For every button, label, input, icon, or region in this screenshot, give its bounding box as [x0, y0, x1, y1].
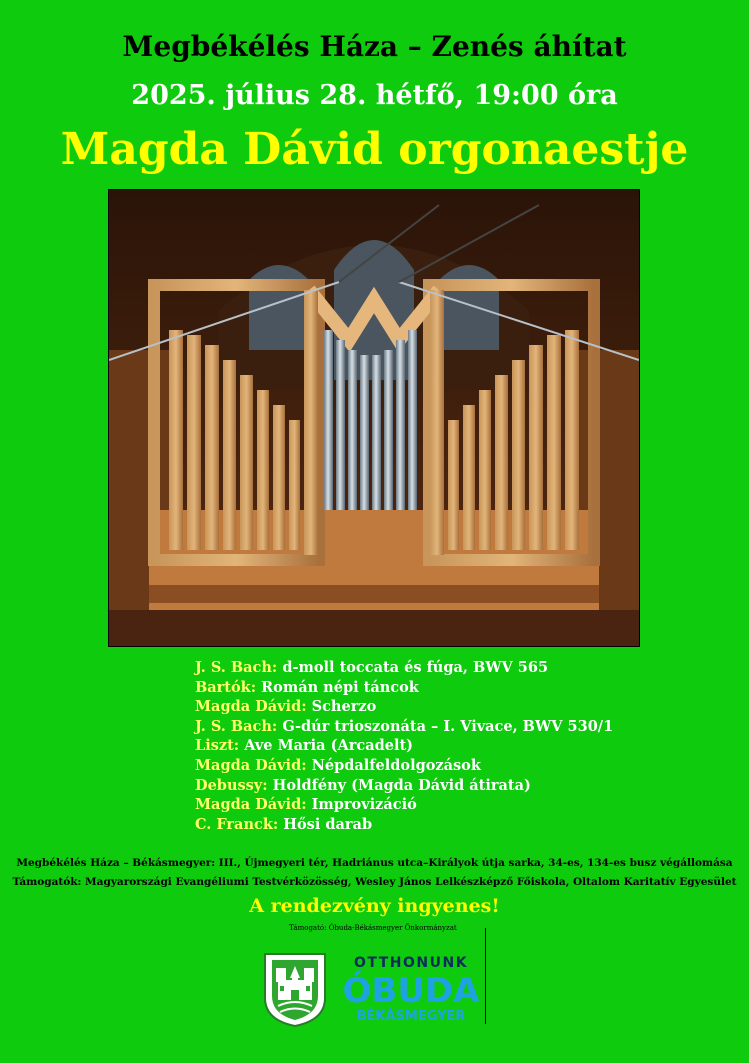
work-title: Scherzo [311, 698, 377, 716]
work-title: d-moll toccata és fúga, BWV 565 [282, 659, 549, 676]
program-item [195, 658, 613, 678]
program-item [195, 795, 613, 815]
composer: C. Franck: [195, 815, 279, 833]
organ-photo [108, 189, 640, 647]
program-item [195, 717, 613, 737]
program-list [195, 658, 613, 834]
composer: Bartók: [195, 678, 257, 696]
composer: Liszt: [195, 737, 240, 755]
work-title: Improvizáció [311, 796, 417, 814]
composer: Magda Dávid: [195, 796, 307, 814]
composer: J. S. Bach: [195, 717, 278, 735]
program-item [195, 815, 613, 835]
event-series-title: Megbékélés Háza – Zenés áhítat [122, 30, 627, 63]
work-title: Holdfény (Magda Dávid átirata) [272, 776, 531, 794]
logo-divider [485, 928, 486, 1024]
sponsors-line: Támogatók: Magyarországi Evangéliumi Testvérközösség, Wesley János Lelkészképző Főiskola, Oltalom Karitatív Egyesület [12, 876, 737, 888]
logo-line-3: BÉKÁSMEGYER [356, 1009, 466, 1024]
event-date: 2025. július 28. hétfő, 19:00 óra [131, 80, 618, 111]
program-item [195, 756, 613, 776]
program-item [195, 736, 613, 756]
logo-line-1: OTTHONUNK [353, 955, 469, 971]
work-title: Ave Maria (Arcadelt) [244, 737, 414, 755]
concert-title: Magda Dávid orgonaestje [60, 124, 689, 175]
composer: Magda Dávid: [195, 756, 307, 774]
support-note: Támogató: Óbuda-Békásmegyer Önkormányzat [289, 924, 457, 932]
logo-line-2: ÓBUDA [342, 971, 480, 1011]
coat-of-arms-logo [262, 950, 328, 1028]
program-item [195, 678, 613, 698]
work-title: Román népi táncok [261, 678, 419, 696]
composer: Magda Dávid: [195, 698, 307, 716]
work-title: Népdalfeldolgozások [311, 756, 481, 774]
program-item [195, 776, 613, 796]
composer: Debussy: [195, 776, 268, 794]
work-title: G-dúr trioszonáta – I. Vivace, BWV 530/1 [282, 717, 614, 735]
venue-address: Megbékélés Háza – Békásmegyer: III., Újmegyeri tér, Hadriánus utca–Királyok útja sarka, 34-es, 134-es busz végállomása [16, 857, 733, 869]
obuda-bekasmegyer-logo [338, 952, 484, 1026]
work-title: Hősi darab [283, 815, 373, 833]
program-item [195, 697, 613, 717]
composer: J. S. Bach: [195, 659, 278, 676]
free-entry-notice: A rendezvény ingyenes! [249, 895, 500, 917]
